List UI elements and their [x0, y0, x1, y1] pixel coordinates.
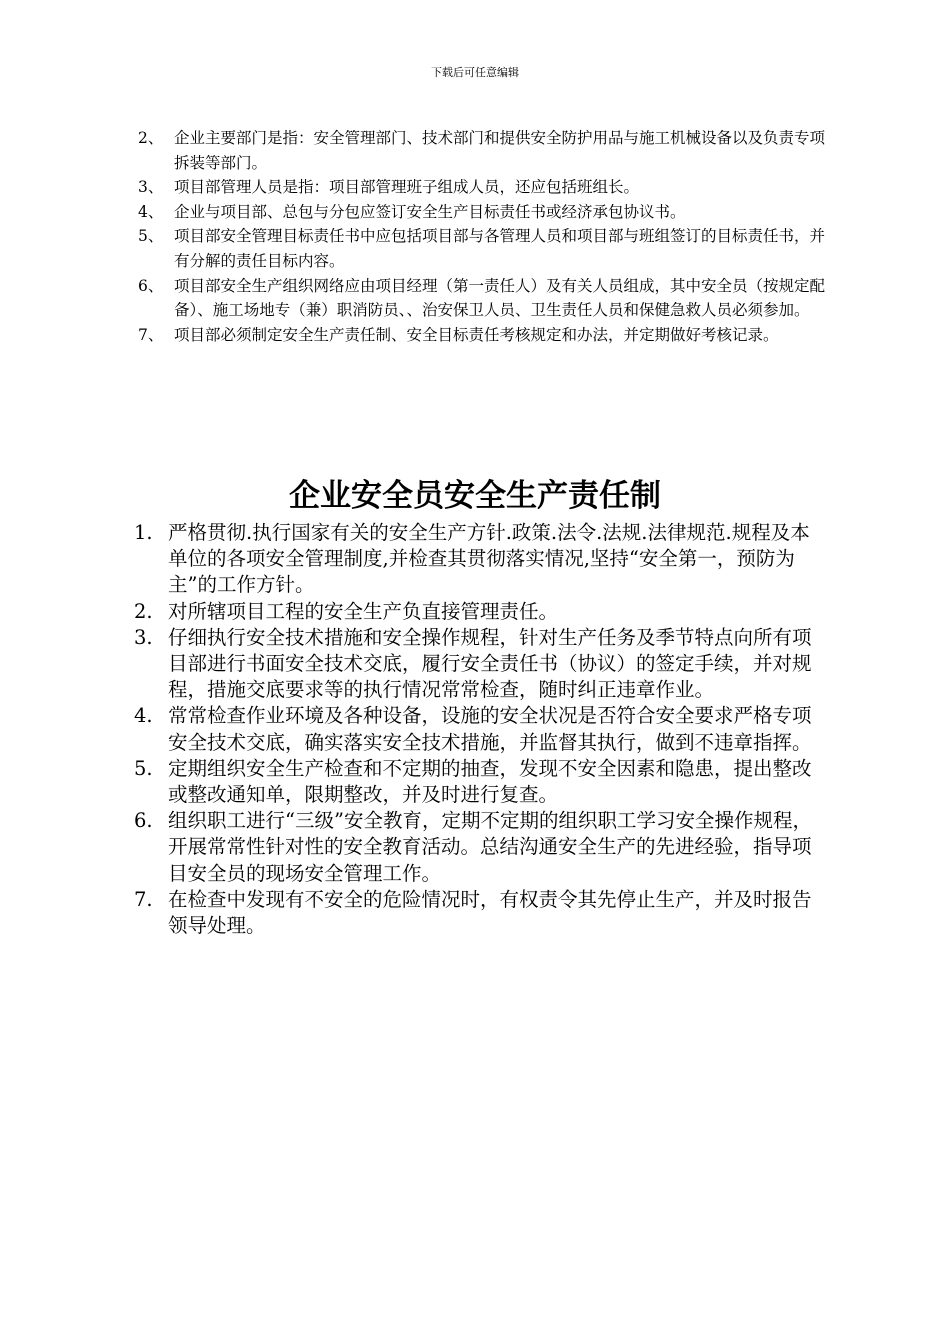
item-text: 组织职工进行“三级”安全教育，定期不定期的组织职工学习安全操作规程，开展常常性针对性的安全教育活动。总结沟通安全生产的先进经验，指导项目安全员的现场安全管理工作。	[168, 809, 812, 885]
list-item	[138, 224, 828, 273]
list-item	[138, 200, 828, 225]
item-text: 项目部安全管理目标责任书中应包括项目部与各管理人员和项目部与班组签订的目标责任书，并有分解的责任目标内容。	[174, 227, 826, 270]
list-item	[138, 175, 828, 200]
list-item	[134, 625, 829, 704]
list-item	[134, 756, 829, 808]
item-number: 7.	[134, 887, 153, 911]
item-number: 5.	[134, 756, 153, 780]
item-text: 在检查中发现有不安全的危险情况时，有权责令其先停止生产，并及时报告领导处理。	[168, 887, 812, 938]
list-item	[134, 887, 829, 939]
item-number: 6、	[138, 276, 164, 295]
item-number: 4.	[134, 704, 153, 728]
item-text: 仔细执行安全技术措施和安全操作规程，针对生产任务及季节特点向所有项目部进行书面安全技术交底，履行安全责任书（协议）的签定手续，并对规程，措施交底要求等的执行情况常常检查，随时纠正违章作业。	[168, 625, 812, 702]
item-text: 企业与项目部、总包与分包应签订安全生产目标责任书或经济承包协议书。	[174, 202, 686, 221]
item-number: 6.	[134, 809, 153, 833]
item-number: 2、	[138, 129, 164, 147]
list-item	[134, 703, 829, 755]
list-item	[138, 323, 828, 348]
item-number: 3、	[138, 178, 164, 197]
list-item	[138, 274, 828, 323]
item-text: 对所辖项目工程的安全生产负直接管理责任。	[168, 599, 559, 623]
item-number: 5、	[138, 227, 164, 246]
item-text: 项目部安全生产组织网络应由项目经理（第一责任人）及有关人员组成，其中安全员（按规定配备）、施工场地专（兼）职消防员、、治安保卫人员、卫生责任人员和保健急救人员必须参加。	[174, 276, 826, 320]
item-text: 企业主要部门是指：安全管理部门、技术部门和提供安全防护用品与施工机械设备以及负责专项拆装等部门。	[174, 129, 826, 172]
item-text: 严格贯彻.执行国家有关的安全生产方针.政策.法令.法规.法律规范.规程及本单位的各项安全管理制度,并检查其贯彻落实情况,坚持“安全第一，预防为主”的工作方针。	[168, 521, 810, 597]
item-number: 1.	[134, 521, 153, 544]
item-text: 常常检查作业环境及各种设备，设施的安全状况是否符合安全要求严格专项安全技术交底，确实落实安全技术措施，并监督其执行，做到不违章指挥。	[168, 704, 812, 754]
section-title: 企业安全员安全生产责任制	[289, 478, 661, 514]
list-item	[134, 520, 829, 599]
requirements-list	[138, 126, 828, 347]
item-text: 定期组织安全生产检查和不定期的抽查，发现不安全因素和隐患，提出整改或整改通知单，限期整改，并及时进行复查。	[168, 756, 812, 807]
item-number: 2.	[134, 599, 153, 623]
item-number: 4、	[138, 202, 164, 221]
page-header-note: 下载后可任意编辑	[431, 66, 519, 79]
item-number: 7、	[138, 325, 164, 344]
item-number: 3.	[134, 625, 153, 649]
responsibility-list	[134, 520, 829, 939]
item-text: 项目部管理人员是指：项目部管理班子组成人员，还应包括班组长。	[174, 178, 640, 197]
list-item	[134, 808, 829, 887]
list-item	[138, 126, 828, 175]
list-item	[134, 599, 829, 625]
item-text: 项目部必须制定安全生产责任制、安全目标责任考核规定和办法，并定期做好考核记录。	[174, 325, 779, 344]
